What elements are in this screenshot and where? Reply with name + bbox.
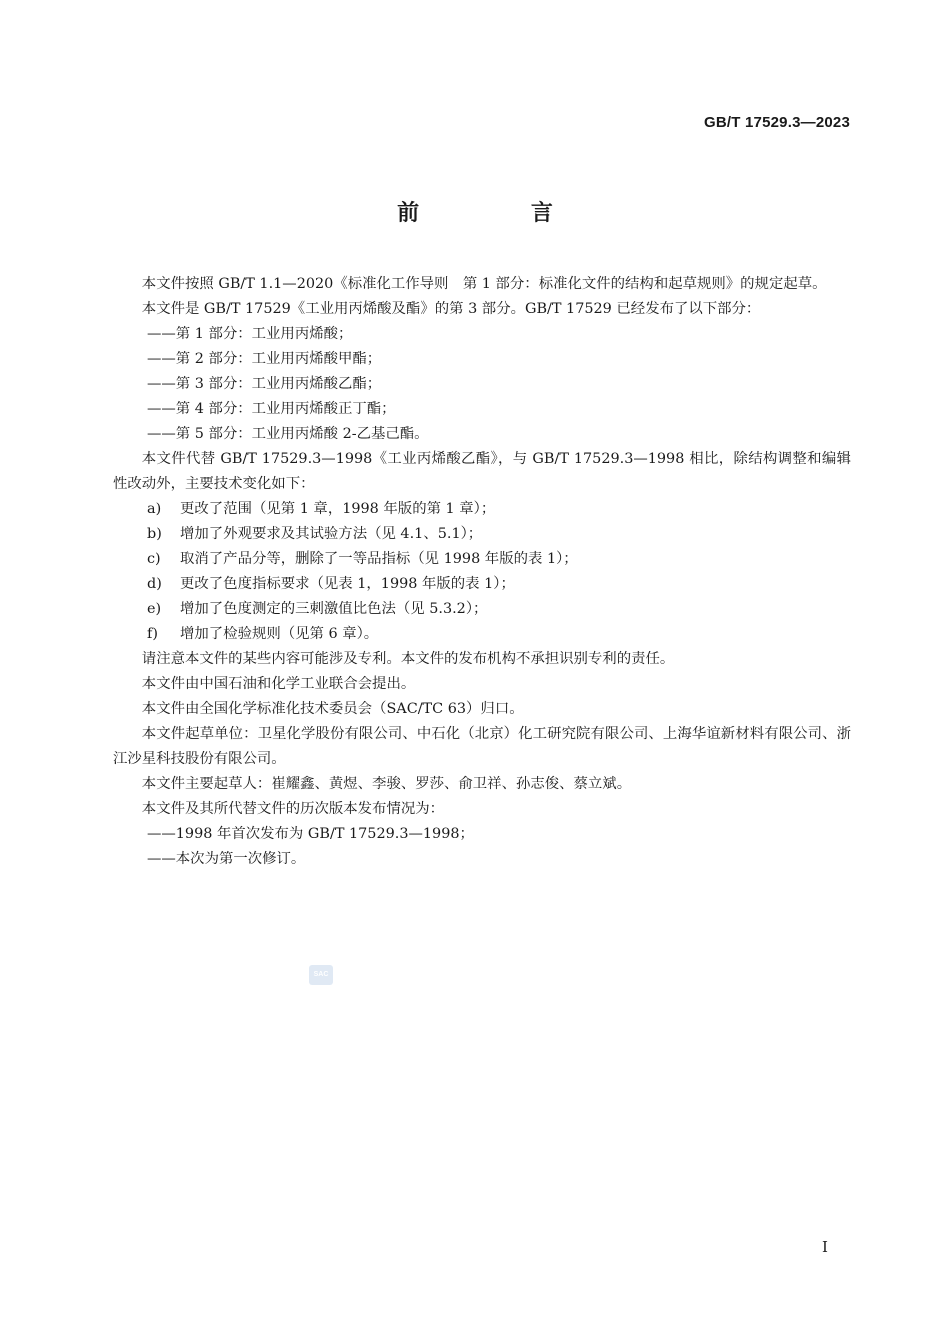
paragraph-history-intro: 本文件及其所代替文件的历次版本发布情况为： xyxy=(141,801,445,817)
list-item-change xyxy=(113,547,851,572)
list-item-part: ——第 3 部分：工业用丙烯酸乙酯； xyxy=(147,376,382,392)
list-item-marker: b) xyxy=(147,526,162,542)
list-item-change xyxy=(113,522,851,547)
list-item-marker: c) xyxy=(147,551,161,567)
foreword-body xyxy=(113,272,851,872)
paragraph-replacement: 本文件代替 GB/T 17529.3—1998《工业丙烯酸乙酯》，与 GB/T 17529.3—1998 相比，除结构调整和编辑性改动外，主要技术变化如下： xyxy=(113,451,851,492)
list-item-change xyxy=(113,622,851,647)
paragraph-patent-notice: 请注意本文件的某些内容可能涉及专利。本文件的发布机构不承担识别专利的责任。 xyxy=(141,651,675,667)
document-code: GB/T 17529.3—2023 xyxy=(704,114,850,131)
list-item-marker: a) xyxy=(147,501,162,517)
list-item-history: ——1998 年首次发布为 GB/T 17529.3—1998； xyxy=(147,826,474,842)
list-item-text: 更改了范围（见第 1 章，1998 年版的第 1 章）； xyxy=(180,501,496,517)
paragraph-committee: 本文件由全国化学标准化技术委员会（SAC/TC 63）归口。 xyxy=(141,701,524,717)
list-item-change xyxy=(113,597,851,622)
list-item-history: ——本次为第一次修订。 xyxy=(147,851,306,867)
page-number: I xyxy=(822,1238,828,1256)
watermark-logo: SAC xyxy=(309,965,333,985)
list-item-text: 增加了检验规则（见第 6 章）。 xyxy=(180,626,379,642)
list-item-text: 更改了色度指标要求（见表 1，1998 年版的表 1）； xyxy=(180,576,515,592)
page-title: 前 言 xyxy=(397,201,605,226)
list-item-part: ——第 5 部分：工业用丙烯酸 2-乙基己酯。 xyxy=(147,426,429,442)
list-item-text: 增加了外观要求及其试验方法（见 4.1、5.1）； xyxy=(180,526,483,542)
list-item-part: ——第 2 部分：工业用丙烯酸甲酯； xyxy=(147,351,382,367)
list-item-marker: d) xyxy=(147,576,162,592)
list-item-change xyxy=(113,497,851,522)
paragraph-proposer: 本文件由中国石油和化学工业联合会提出。 xyxy=(141,676,416,692)
list-item-text: 增加了色度测定的三刺激值比色法（见 5.3.2）； xyxy=(180,601,488,617)
list-item-change xyxy=(113,572,851,597)
list-item-part: ——第 4 部分：工业用丙烯酸正丁酯； xyxy=(147,401,396,417)
paragraph-series-parts: 本文件是 GB/T 17529《工业用丙烯酸及酯》的第 3 部分。GB/T 17529 已经发布了以下部分： xyxy=(141,301,761,317)
list-item-text: 取消了产品分等，删除了一等品指标（见 1998 年版的表 1）； xyxy=(180,551,578,567)
list-item-part: ——第 1 部分：工业用丙烯酸； xyxy=(147,326,353,342)
paragraph-drafting-units: 本文件起草单位：卫星化学股份有限公司、中石化（北京）化工研究院有限公司、上海华谊新材料有限公司、浙江沙星科技股份有限公司。 xyxy=(113,726,851,767)
list-item-marker: f) xyxy=(147,626,158,642)
paragraph-drafters: 本文件主要起草人：崔耀鑫、黄煜、李骏、罗莎、俞卫祥、孙志俊、蔡立斌。 xyxy=(141,776,632,792)
list-item-marker: e) xyxy=(147,601,162,617)
paragraph-drafting-rules: 本文件按照 GB/T 1.1—2020《标准化工作导则 第 1 部分：标准化文件的结构和起草规则》的规定起草。 xyxy=(141,276,827,292)
